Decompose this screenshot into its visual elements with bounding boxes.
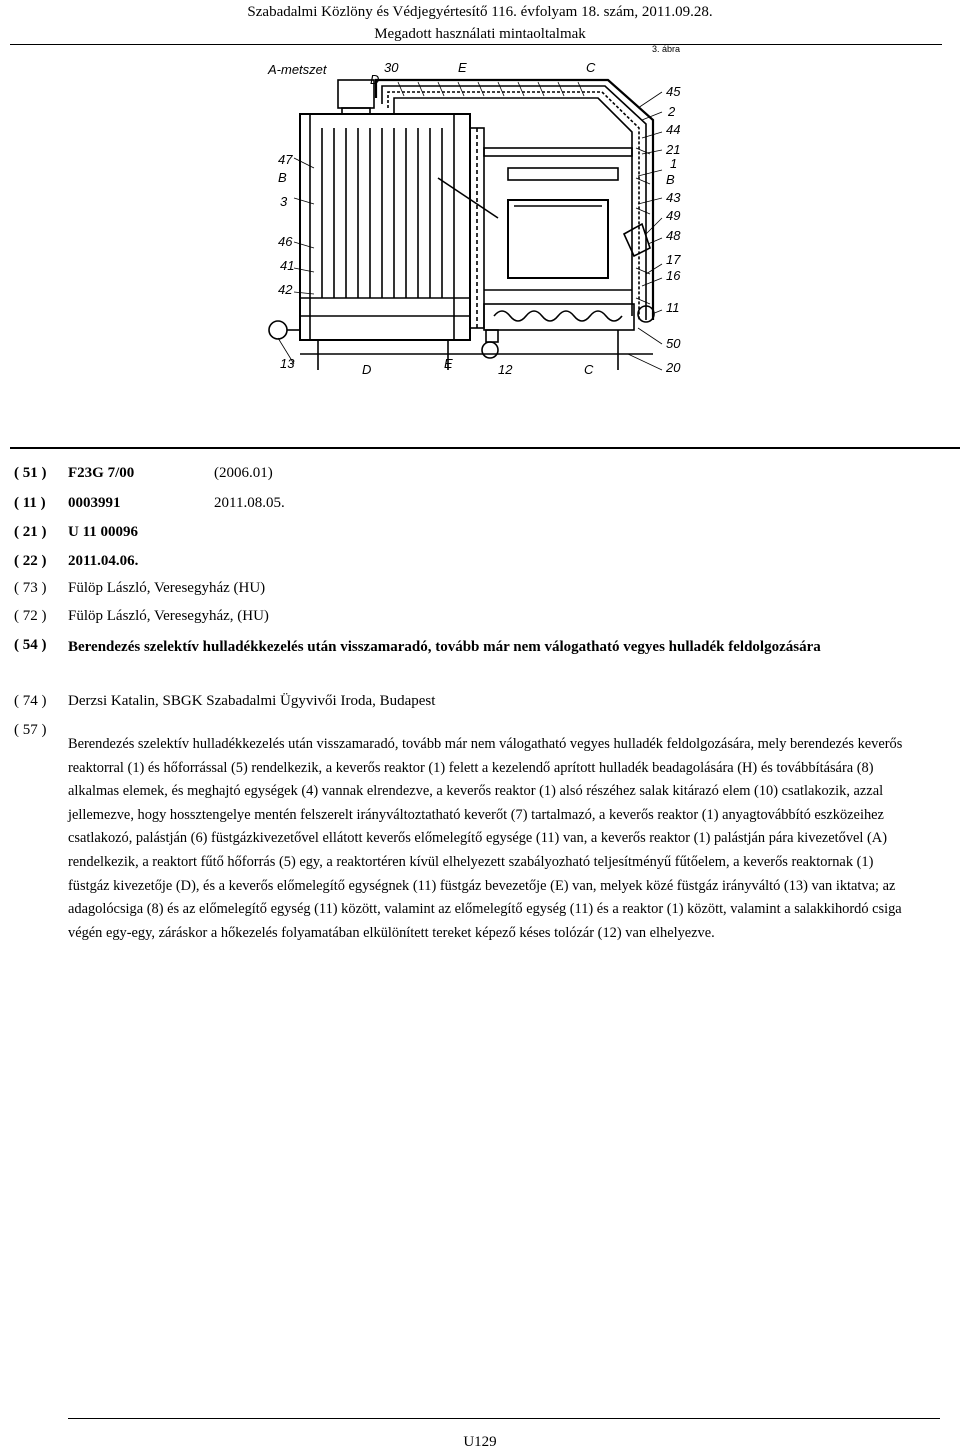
- abstract-text: Berendezés szelektív hulladékkezelés után visszamaradó, tovább már nem válogatható vegyes hulladék feldolgozására, mely berendezés keverős reaktorral (1) és hőforrással (5) rendelkezik, a keverős reaktor (1) felett a kezelendő aprított hulladék beadagolására (H) és továbbítására (8) alkalmas elemek, és meghajtó egységek (4) vannak elrendezve, a keverős reaktor (1) alsó részéhez salak kitárazó elem (10) csatlakozik, azzal jellemezve, hogy hossztengelye mentén felszerelt irányváltoztatható keverőt (7) tartalmazó, a keverős reaktor (1) anyagtovábbító eszközeihez csatlakozó, palástján (6) füstgázkivezetővel ellátott keverős előmelegítő egysége (11) van, a keverős reaktor (1) palástján pára kivezetővel (A) rendelkezik, a reaktort fűtő hőforrás (5) egy, a reaktortéren kívül elhelyezett szabályozható teljesítményű fűtőelem, a keverős reaktornak (1) füstgáz kivezetője (D), és a keverős előmelegítő egységnek (11) füstgáz bevezetője (E) van, melyek közé füstgáz irányváltó (13) van iktatva; az adagolócsiga (8) és az előmelegítő egység (11) között, valamint az előmelegítő egység (11) és a reaktor (1) között, valamint a salakkihordó csiga végén egy-egy, záráskor a hőkezelés folyamatában elkülönített tereket képező késes tolózár (12) van elhelyezve.: [68, 736, 903, 941]
- callout: 21: [666, 142, 681, 157]
- ipc-class: F23G 7/00: [68, 465, 135, 481]
- field-code: ( 72 ): [14, 608, 47, 624]
- section-separator: [10, 447, 960, 449]
- callout: 48: [666, 228, 681, 243]
- header-rule: [10, 44, 942, 45]
- bib-row-11: [14, 493, 285, 513]
- callout: 3: [280, 194, 288, 209]
- callout: D: [370, 72, 380, 87]
- callout: 50: [666, 336, 681, 351]
- callout: 16: [666, 268, 681, 283]
- field-code: ( 73 ): [14, 580, 47, 596]
- callout: 11: [666, 300, 680, 315]
- journal-header: Szabadalmi Közlöny és Védjegyértesítő 116. évfolyam 18. szám, 2011.09.28.: [247, 4, 713, 20]
- technical-drawing: [258, 58, 698, 378]
- callout: 30: [384, 60, 399, 75]
- field-code: ( 11 ): [14, 495, 46, 511]
- bib-row-22: [14, 551, 138, 571]
- callout: 2: [668, 104, 676, 119]
- inventor: Fülöp László, Veresegyház, (HU): [68, 608, 269, 624]
- section-header: Megadott használati mintaoltalmak: [374, 26, 586, 42]
- callout: E: [444, 356, 453, 371]
- callout: 49: [666, 208, 681, 223]
- bib-row-51: [14, 463, 273, 483]
- callout: 17: [666, 252, 681, 267]
- field-code: ( 74 ): [14, 693, 47, 709]
- callout: 45: [666, 84, 681, 99]
- bib-row-73: [14, 578, 265, 598]
- registration-date: 2011.08.05.: [214, 495, 285, 511]
- callout: 46: [278, 234, 293, 249]
- ipc-version: (2006.01): [214, 465, 273, 481]
- field-code: ( 57 ): [14, 722, 47, 738]
- invention-title: Berendezés szelektív hulladékkezelés után visszamaradó, tovább már nem válogatható vegyes hulladék feldolgozására: [68, 639, 821, 655]
- field-code: ( 54 ): [14, 637, 47, 653]
- field-code: ( 21 ): [14, 524, 47, 540]
- field-code: ( 22 ): [14, 553, 47, 569]
- callout: 20: [666, 360, 681, 375]
- callout: 42: [278, 282, 293, 297]
- bib-row-57: [14, 720, 68, 740]
- owner: Fülöp László, Veresegyház (HU): [68, 580, 266, 596]
- callout: 1: [670, 156, 678, 171]
- callout: 12: [498, 362, 513, 377]
- filing-date: 2011.04.06.: [68, 553, 139, 569]
- callout: 47: [278, 152, 293, 167]
- field-code: ( 51 ): [14, 465, 47, 481]
- bib-row-74: [14, 691, 435, 711]
- registration-number: 0003991: [68, 495, 121, 511]
- callout: 13: [280, 356, 295, 371]
- callout: E: [458, 60, 467, 75]
- callout: D: [362, 362, 372, 377]
- callout: 43: [666, 190, 681, 205]
- callout: B: [278, 170, 287, 185]
- bib-row-54-code: [14, 635, 68, 655]
- footer-rule: [68, 1418, 940, 1419]
- representative: Derzsi Katalin, SBGK Szabadalmi Ügyvivői Iroda, Budapest: [68, 693, 436, 709]
- callout: 41: [280, 258, 295, 273]
- page-number: U129: [463, 1434, 497, 1450]
- callout: 44: [666, 122, 681, 137]
- bib-row-72: [14, 606, 269, 626]
- application-number: U 11 00096: [68, 524, 139, 540]
- callout: C: [586, 60, 596, 75]
- callout: C: [584, 362, 594, 377]
- bib-row-21: [14, 522, 138, 542]
- figure-label: 3. ábra: [652, 44, 681, 54]
- callout: B: [666, 172, 675, 187]
- drawing-section-label: A-metszet: [268, 62, 327, 77]
